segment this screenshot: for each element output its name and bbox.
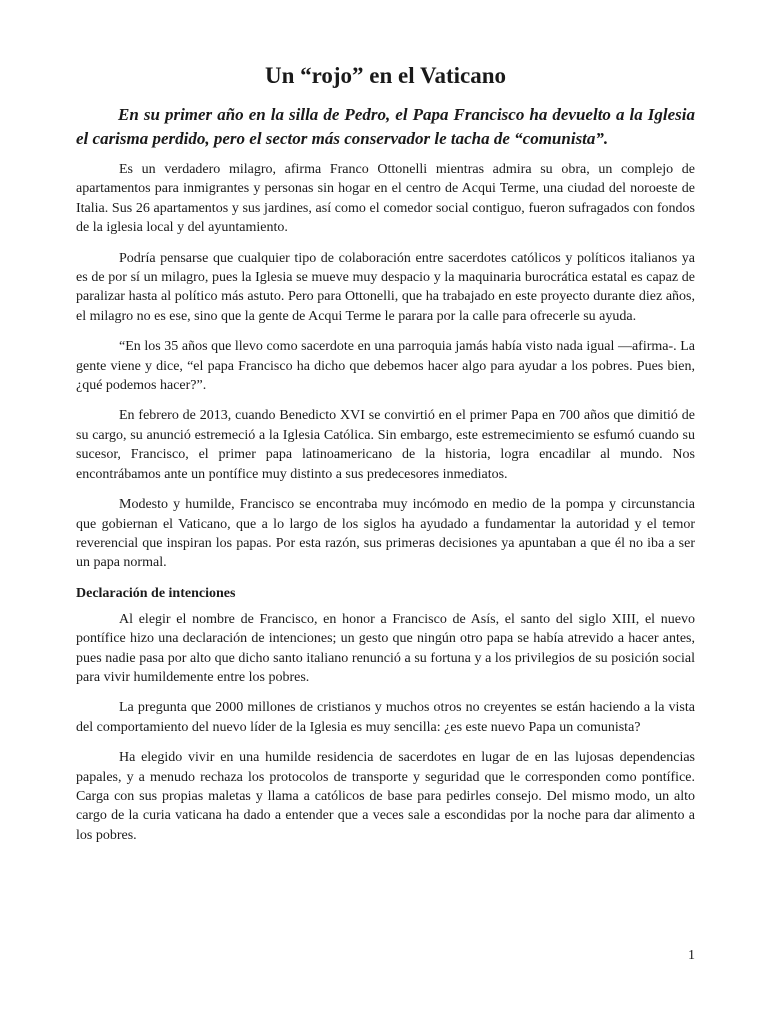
section-paragraph-2: La pregunta que 2000 millones de cristianos y muchos otros no creyentes se están haciendo a la vista del comportamiento del nuevo líder de la Iglesia es muy sencilla: ¿es este nuevo Papa un comunista? xyxy=(76,700,695,735)
article-lead: En su primer año en la silla de Pedro, el Papa Francisco ha devuelto a la Iglesia el carisma perdido, pero el sector más conservador le tacha de “comunista”. xyxy=(76,105,695,148)
section-paragraph-1: Al elegir el nombre de Francisco, en honor a Francisco de Asís, el santo del siglo XIII, el nuevo pontífice hizo una declaración de intenciones; un gesto que ningún otro papa se había atrevido a hacer antes, pues nadie pasa por alto que dicho santo italiano renunció a su fortuna y a los privilegios de su posición social para vivir humildemente entre los pobres. xyxy=(76,611,695,685)
article-body xyxy=(76,160,695,856)
body-paragraph-3: “En los 35 años que llevo como sacerdote en una parroquia jamás había visto nada igual —afirma-. La gente viene y dice, “el papa Francisco ha dicho que debemos hacer algo para ayudar a los pobres. Pues bien, ¿qué podemos hacer?”. xyxy=(76,339,695,394)
body-paragraph-1: Es un verdadero milagro, afirma Franco Ottonelli mientras admira su obra, un complejo de apartamentos para inmigrantes y personas sin hogar en el centro de Acqui Terme, una ciudad del noroeste de Italia. Sus 26 apartamentos y sus jardines, así como el comedor social contiguo, fueron sufragados con fondos de la iglesia local y del ayuntamiento. xyxy=(76,162,695,236)
body-paragraph-5: Modesto y humilde, Francisco se encontraba muy incómodo en medio de la pompa y circunstancia que gobiernan el Vaticano, que a lo largo de los siglos ha ayudado a fundamentar la autoridad y el temor reverencial que inspiran los papas. Por esta razón, sus primeras decisiones ya apuntaban a que él no iba a ser un papa normal. xyxy=(76,497,695,571)
page-number: 1 xyxy=(688,948,695,963)
section-paragraph-3: Ha elegido vivir en una humilde residencia de sacerdotes en lugar de en las lujosas dependencias papales, y a menudo rechaza los protocolos de transporte y seguridad que le corresponden como pontífice. Carga con sus propias maletas y llama a católicos de base para pedirles consejo. Del mismo modo, un alto cargo de la curia vaticana ha dado a entender que a veces sale a escondidas por la noche para dar alimento a los pobres. xyxy=(76,750,695,843)
article-title: Un “rojo” en el Vaticano xyxy=(264,63,507,88)
body-paragraph-4: En febrero de 2013, cuando Benedicto XVI se convirtió en el primer Papa en 700 años que dimitió de su cargo, su anunció estremeció a la Iglesia Católica. Sin embargo, este estremecimiento se esfumó cuando su sucesor, Francisco, el primer papa latinoamericano de la historia, logra encadilar al mundo. Nos encontrábamos ante un pontífice muy distinto a sus predecesores inmediatos. xyxy=(76,408,695,482)
section-heading: Declaración de intenciones xyxy=(76,585,236,601)
body-paragraph-2: Podría pensarse que cualquier tipo de colaboración entre sacerdotes católicos y políticos italianos ya es de por sí un milagro, pues la Iglesia se mueve muy despacio y la maquinaria burocrática estatal es capaz de paralizar hasta al político más astuto. Pero para Ottonelli, que ha trabajado en este proyecto durante diez años, el milagro no es ese, sino que la gente de Acqui Terme le parara por la calle para ofrecerle su ayuda. xyxy=(76,250,695,324)
